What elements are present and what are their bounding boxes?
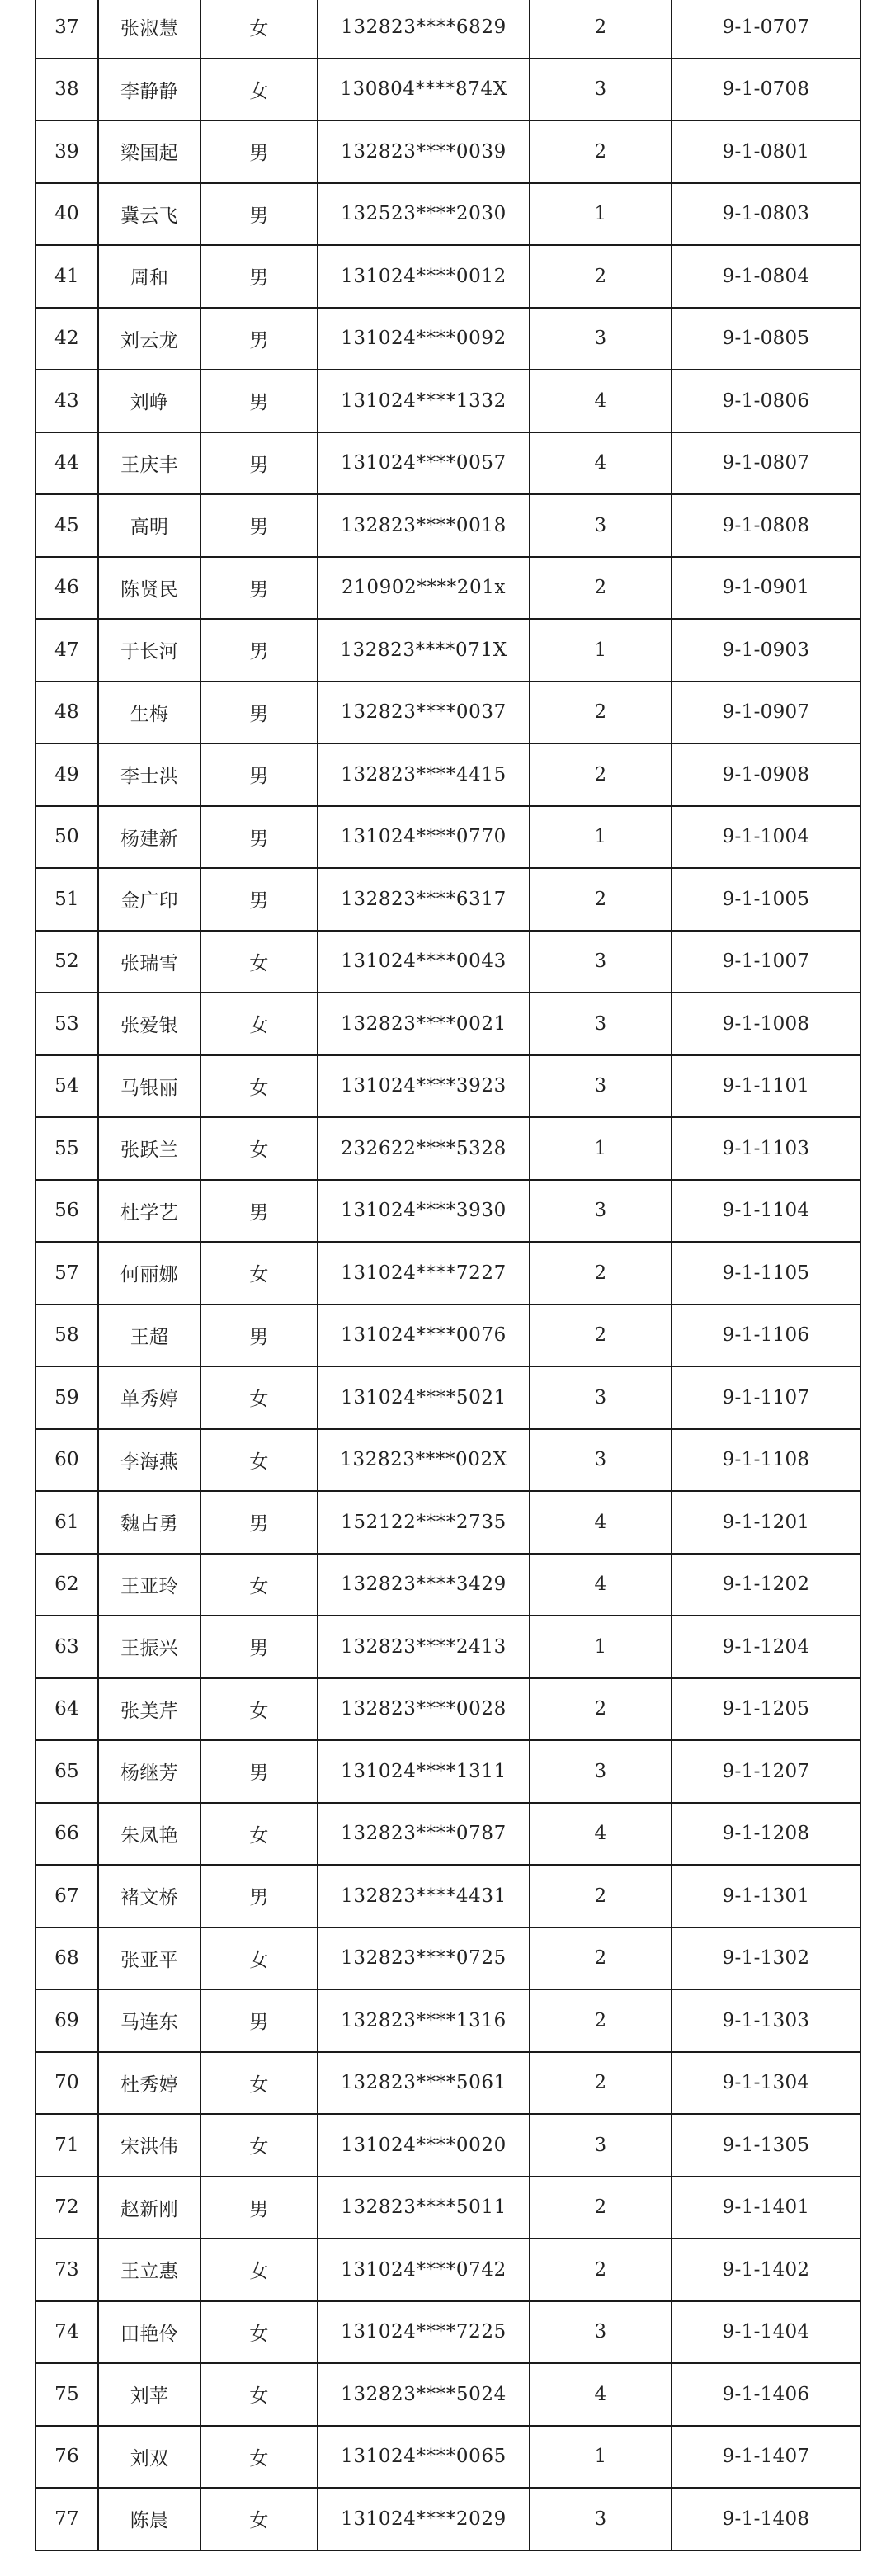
id-number-cell: 131024****7225	[318, 2301, 530, 2364]
row-number-cell: 62	[35, 1554, 98, 1616]
id-number-cell: 210902****201x	[318, 557, 530, 620]
room-number-cell: 9-1-1202	[672, 1554, 860, 1616]
name-cell: 张美芹	[98, 1678, 200, 1741]
table-row	[35, 1366, 860, 1429]
row-number-cell: 43	[35, 370, 98, 432]
gender-cell: 女	[200, 1803, 318, 1866]
room-number-cell: 9-1-0708	[672, 59, 860, 121]
gender-cell: 男	[200, 245, 318, 308]
id-number-cell: 131024****0057	[318, 432, 530, 495]
gender-cell: 男	[200, 370, 318, 432]
room-number-cell: 9-1-0806	[672, 370, 860, 432]
gender-cell: 男	[200, 432, 318, 495]
id-number-cell: 131024****3923	[318, 1055, 530, 1118]
household-count-cell: 2	[530, 0, 672, 59]
name-cell: 张爱银	[98, 993, 200, 1055]
room-number-cell: 9-1-0804	[672, 245, 860, 308]
table-row	[35, 494, 860, 557]
row-number-cell: 50	[35, 806, 98, 869]
household-count-cell: 3	[530, 993, 672, 1055]
table-row	[35, 682, 860, 744]
name-cell: 杨建新	[98, 806, 200, 869]
table-row	[35, 993, 860, 1055]
household-count-cell: 2	[530, 245, 672, 308]
id-number-cell: 232622****5328	[318, 1117, 530, 1180]
id-number-cell: 131024****7227	[318, 1242, 530, 1305]
name-cell: 周和	[98, 245, 200, 308]
row-number-cell: 53	[35, 993, 98, 1055]
room-number-cell: 9-1-0805	[672, 308, 860, 370]
row-number-cell: 54	[35, 1055, 98, 1118]
gender-cell: 男	[200, 1740, 318, 1803]
id-number-cell: 132823****5024	[318, 2363, 530, 2426]
name-cell: 赵新刚	[98, 2177, 200, 2239]
name-cell: 张瑞雪	[98, 931, 200, 993]
table-row	[35, 2052, 860, 2115]
table-row	[35, 1429, 860, 1492]
gender-cell: 男	[200, 806, 318, 869]
row-number-cell: 70	[35, 2052, 98, 2115]
name-cell: 魏占勇	[98, 1491, 200, 1554]
gender-cell: 女	[200, 993, 318, 1055]
gender-cell: 男	[200, 619, 318, 682]
name-cell: 马银丽	[98, 1055, 200, 1118]
table-row	[35, 1305, 860, 1367]
household-count-cell: 2	[530, 1989, 672, 2052]
id-number-cell: 132823****0021	[318, 993, 530, 1055]
household-count-cell: 3	[530, 1429, 672, 1492]
table-row	[35, 1865, 860, 1927]
household-count-cell: 3	[530, 494, 672, 557]
room-number-cell: 9-1-0807	[672, 432, 860, 495]
room-number-cell: 9-1-1302	[672, 1927, 860, 1990]
table-row	[35, 2363, 860, 2426]
name-cell: 张亚平	[98, 1927, 200, 1990]
table-row	[35, 1491, 860, 1554]
table-row	[35, 1180, 860, 1243]
row-number-cell: 77	[35, 2488, 98, 2550]
table-row	[35, 743, 860, 806]
row-number-cell: 48	[35, 682, 98, 744]
household-count-cell: 4	[530, 2363, 672, 2426]
name-cell: 田艳伶	[98, 2301, 200, 2364]
room-number-cell: 9-1-0707	[672, 0, 860, 59]
row-number-cell: 38	[35, 59, 98, 121]
household-count-cell: 3	[530, 2114, 672, 2177]
id-number-cell: 132823****5061	[318, 2052, 530, 2115]
room-number-cell: 9-1-1201	[672, 1491, 860, 1554]
room-number-cell: 9-1-1301	[672, 1865, 860, 1927]
id-number-cell: 131024****0092	[318, 308, 530, 370]
room-number-cell: 9-1-0803	[672, 183, 860, 246]
row-number-cell: 75	[35, 2363, 98, 2426]
name-cell: 褚文桥	[98, 1865, 200, 1927]
name-cell: 李士洪	[98, 743, 200, 806]
id-number-cell: 132823****3429	[318, 1554, 530, 1616]
household-count-cell: 3	[530, 59, 672, 121]
table-row	[35, 1554, 860, 1616]
gender-cell: 男	[200, 682, 318, 744]
name-cell: 于长河	[98, 619, 200, 682]
table-row	[35, 2177, 860, 2239]
id-number-cell: 132823****0018	[318, 494, 530, 557]
row-number-cell: 68	[35, 1927, 98, 1990]
table-row	[35, 2426, 860, 2489]
table-row	[35, 1055, 860, 1118]
room-number-cell: 9-1-1408	[672, 2488, 860, 2550]
id-number-cell: 132823****0039	[318, 120, 530, 183]
name-cell: 陈晨	[98, 2488, 200, 2550]
room-number-cell: 9-1-1402	[672, 2239, 860, 2301]
household-count-cell: 2	[530, 1678, 672, 1741]
room-number-cell: 9-1-0908	[672, 743, 860, 806]
name-cell: 王超	[98, 1305, 200, 1367]
id-number-cell: 152122****2735	[318, 1491, 530, 1554]
name-cell: 刘峥	[98, 370, 200, 432]
name-cell: 王亚玲	[98, 1554, 200, 1616]
id-number-cell: 131024****0020	[318, 2114, 530, 2177]
household-count-cell: 1	[530, 619, 672, 682]
household-count-cell: 3	[530, 1740, 672, 1803]
gender-cell: 女	[200, 1678, 318, 1741]
gender-cell: 男	[200, 1180, 318, 1243]
gender-cell: 女	[200, 1055, 318, 1118]
roster-table	[35, 0, 861, 2551]
gender-cell: 女	[200, 2426, 318, 2489]
household-count-cell: 2	[530, 120, 672, 183]
household-count-cell: 2	[530, 682, 672, 744]
row-number-cell: 44	[35, 432, 98, 495]
id-number-cell: 131024****5021	[318, 1366, 530, 1429]
gender-cell: 男	[200, 1989, 318, 2052]
id-number-cell: 132823****1316	[318, 1989, 530, 2052]
row-number-cell: 45	[35, 494, 98, 557]
id-number-cell: 131024****0742	[318, 2239, 530, 2301]
gender-cell: 男	[200, 120, 318, 183]
gender-cell: 女	[200, 1242, 318, 1305]
row-number-cell: 69	[35, 1989, 98, 2052]
id-number-cell: 131024****1311	[318, 1740, 530, 1803]
id-number-cell: 132823****002X	[318, 1429, 530, 1492]
name-cell: 陈贤民	[98, 557, 200, 620]
gender-cell: 男	[200, 2177, 318, 2239]
table-row	[35, 1242, 860, 1305]
room-number-cell: 9-1-0801	[672, 120, 860, 183]
table-row	[35, 806, 860, 869]
row-number-cell: 47	[35, 619, 98, 682]
room-number-cell: 9-1-1007	[672, 931, 860, 993]
table-row	[35, 868, 860, 931]
name-cell: 王庆丰	[98, 432, 200, 495]
id-number-cell: 131024****0770	[318, 806, 530, 869]
room-number-cell: 9-1-1104	[672, 1180, 860, 1243]
household-count-cell: 1	[530, 183, 672, 246]
household-count-cell: 3	[530, 2488, 672, 2550]
row-number-cell: 56	[35, 1180, 98, 1243]
household-count-cell: 2	[530, 1865, 672, 1927]
gender-cell: 女	[200, 2488, 318, 2550]
id-number-cell: 132823****0037	[318, 682, 530, 744]
name-cell: 刘双	[98, 2426, 200, 2489]
id-number-cell: 132823****4431	[318, 1865, 530, 1927]
name-cell: 刘苹	[98, 2363, 200, 2426]
id-number-cell: 132823****0028	[318, 1678, 530, 1741]
name-cell: 杨继芳	[98, 1740, 200, 1803]
id-number-cell: 131024****0012	[318, 245, 530, 308]
row-number-cell: 55	[35, 1117, 98, 1180]
room-number-cell: 9-1-1004	[672, 806, 860, 869]
gender-cell: 男	[200, 308, 318, 370]
gender-cell: 男	[200, 1616, 318, 1678]
id-number-cell: 131024****3930	[318, 1180, 530, 1243]
table-row	[35, 2239, 860, 2301]
id-number-cell: 132823****071X	[318, 619, 530, 682]
gender-cell: 男	[200, 743, 318, 806]
table-row	[35, 2488, 860, 2550]
household-count-cell: 4	[530, 370, 672, 432]
name-cell: 单秀婷	[98, 1366, 200, 1429]
room-number-cell: 9-1-1005	[672, 868, 860, 931]
table-row	[35, 1678, 860, 1741]
room-number-cell: 9-1-1204	[672, 1616, 860, 1678]
table-row	[35, 1740, 860, 1803]
roster-table-body	[35, 0, 860, 2550]
row-number-cell: 71	[35, 2114, 98, 2177]
household-count-cell: 2	[530, 1305, 672, 1367]
name-cell: 马连东	[98, 1989, 200, 2052]
row-number-cell: 72	[35, 2177, 98, 2239]
room-number-cell: 9-1-1305	[672, 2114, 860, 2177]
household-count-cell: 3	[530, 308, 672, 370]
household-count-cell: 2	[530, 2239, 672, 2301]
household-count-cell: 1	[530, 1616, 672, 1678]
room-number-cell: 9-1-1106	[672, 1305, 860, 1367]
gender-cell: 女	[200, 2239, 318, 2301]
room-number-cell: 9-1-0901	[672, 557, 860, 620]
name-cell: 高明	[98, 494, 200, 557]
row-number-cell: 60	[35, 1429, 98, 1492]
room-number-cell: 9-1-1205	[672, 1678, 860, 1741]
name-cell: 杜学艺	[98, 1180, 200, 1243]
id-number-cell: 131024****0043	[318, 931, 530, 993]
gender-cell: 男	[200, 1491, 318, 1554]
table-row	[35, 120, 860, 183]
table-row	[35, 370, 860, 432]
room-number-cell: 9-1-1101	[672, 1055, 860, 1118]
id-number-cell: 132823****2413	[318, 1616, 530, 1678]
id-number-cell: 132823****6317	[318, 868, 530, 931]
name-cell: 李静静	[98, 59, 200, 121]
household-count-cell: 4	[530, 1554, 672, 1616]
id-number-cell: 131024****1332	[318, 370, 530, 432]
household-count-cell: 2	[530, 868, 672, 931]
gender-cell: 女	[200, 1366, 318, 1429]
table-row	[35, 308, 860, 370]
household-count-cell: 4	[530, 432, 672, 495]
row-number-cell: 61	[35, 1491, 98, 1554]
id-number-cell: 132823****0787	[318, 1803, 530, 1866]
gender-cell: 女	[200, 2114, 318, 2177]
id-number-cell: 132523****2030	[318, 183, 530, 246]
table-row	[35, 1803, 860, 1866]
name-cell: 刘云龙	[98, 308, 200, 370]
household-count-cell: 3	[530, 931, 672, 993]
gender-cell: 女	[200, 59, 318, 121]
id-number-cell: 130804****874X	[318, 59, 530, 121]
gender-cell: 女	[200, 0, 318, 59]
row-number-cell: 40	[35, 183, 98, 246]
room-number-cell: 9-1-0907	[672, 682, 860, 744]
table-row	[35, 931, 860, 993]
household-count-cell: 2	[530, 743, 672, 806]
name-cell: 冀云飞	[98, 183, 200, 246]
row-number-cell: 65	[35, 1740, 98, 1803]
name-cell: 朱凤艳	[98, 1803, 200, 1866]
room-number-cell: 9-1-1105	[672, 1242, 860, 1305]
table-row	[35, 1616, 860, 1678]
room-number-cell: 9-1-1108	[672, 1429, 860, 1492]
room-number-cell: 9-1-1407	[672, 2426, 860, 2489]
row-number-cell: 73	[35, 2239, 98, 2301]
gender-cell: 女	[200, 1117, 318, 1180]
row-number-cell: 39	[35, 120, 98, 183]
room-number-cell: 9-1-1207	[672, 1740, 860, 1803]
table-row	[35, 59, 860, 121]
row-number-cell: 64	[35, 1678, 98, 1741]
row-number-cell: 37	[35, 0, 98, 59]
household-count-cell: 3	[530, 2301, 672, 2364]
row-number-cell: 67	[35, 1865, 98, 1927]
household-count-cell: 2	[530, 557, 672, 620]
gender-cell: 女	[200, 2052, 318, 2115]
room-number-cell: 9-1-0903	[672, 619, 860, 682]
name-cell: 何丽娜	[98, 1242, 200, 1305]
row-number-cell: 63	[35, 1616, 98, 1678]
table-row	[35, 2114, 860, 2177]
room-number-cell: 9-1-1406	[672, 2363, 860, 2426]
gender-cell: 女	[200, 2363, 318, 2426]
id-number-cell: 132823****6829	[318, 0, 530, 59]
table-row	[35, 1989, 860, 2052]
room-number-cell: 9-1-1107	[672, 1366, 860, 1429]
room-number-cell: 9-1-1103	[672, 1117, 860, 1180]
row-number-cell: 59	[35, 1366, 98, 1429]
row-number-cell: 52	[35, 931, 98, 993]
id-number-cell: 132823****0725	[318, 1927, 530, 1990]
room-number-cell: 9-1-1303	[672, 1989, 860, 2052]
name-cell: 杜秀婷	[98, 2052, 200, 2115]
room-number-cell: 9-1-1404	[672, 2301, 860, 2364]
name-cell: 张淑慧	[98, 0, 200, 59]
gender-cell: 男	[200, 494, 318, 557]
name-cell: 张跃兰	[98, 1117, 200, 1180]
household-count-cell: 4	[530, 1491, 672, 1554]
room-number-cell: 9-1-1208	[672, 1803, 860, 1866]
row-number-cell: 51	[35, 868, 98, 931]
row-number-cell: 41	[35, 245, 98, 308]
name-cell: 李海燕	[98, 1429, 200, 1492]
gender-cell: 女	[200, 931, 318, 993]
table-row	[35, 557, 860, 620]
table-row	[35, 245, 860, 308]
room-number-cell: 9-1-1401	[672, 2177, 860, 2239]
room-number-cell: 9-1-0808	[672, 494, 860, 557]
household-count-cell: 1	[530, 1117, 672, 1180]
name-cell: 王立惠	[98, 2239, 200, 2301]
row-number-cell: 42	[35, 308, 98, 370]
gender-cell: 女	[200, 2301, 318, 2364]
table-row	[35, 432, 860, 495]
row-number-cell: 74	[35, 2301, 98, 2364]
household-count-cell: 3	[530, 1055, 672, 1118]
row-number-cell: 58	[35, 1305, 98, 1367]
name-cell: 生梅	[98, 682, 200, 744]
room-number-cell: 9-1-1304	[672, 2052, 860, 2115]
household-count-cell: 2	[530, 2177, 672, 2239]
table-row	[35, 183, 860, 246]
row-number-cell: 57	[35, 1242, 98, 1305]
gender-cell: 男	[200, 1305, 318, 1367]
household-count-cell: 1	[530, 806, 672, 869]
name-cell: 王振兴	[98, 1616, 200, 1678]
id-number-cell: 131024****2029	[318, 2488, 530, 2550]
household-count-cell: 2	[530, 1927, 672, 1990]
gender-cell: 男	[200, 183, 318, 246]
gender-cell: 男	[200, 868, 318, 931]
gender-cell: 女	[200, 1554, 318, 1616]
table-row	[35, 0, 860, 59]
row-number-cell: 66	[35, 1803, 98, 1866]
household-count-cell: 3	[530, 1366, 672, 1429]
household-count-cell: 2	[530, 1242, 672, 1305]
gender-cell: 女	[200, 1429, 318, 1492]
name-cell: 梁国起	[98, 120, 200, 183]
household-count-cell: 2	[530, 2052, 672, 2115]
room-number-cell: 9-1-1008	[672, 993, 860, 1055]
household-count-cell: 3	[530, 1180, 672, 1243]
row-number-cell: 46	[35, 557, 98, 620]
table-row	[35, 1117, 860, 1180]
table-row	[35, 1927, 860, 1990]
name-cell: 宋洪伟	[98, 2114, 200, 2177]
household-count-cell: 4	[530, 1803, 672, 1866]
gender-cell: 男	[200, 557, 318, 620]
table-row	[35, 619, 860, 682]
table-row	[35, 2301, 860, 2364]
name-cell: 金广印	[98, 868, 200, 931]
gender-cell: 女	[200, 1927, 318, 1990]
id-number-cell: 132823****5011	[318, 2177, 530, 2239]
row-number-cell: 49	[35, 743, 98, 806]
id-number-cell: 132823****4415	[318, 743, 530, 806]
id-number-cell: 131024****0076	[318, 1305, 530, 1367]
gender-cell: 男	[200, 1865, 318, 1927]
row-number-cell: 76	[35, 2426, 98, 2489]
household-count-cell: 1	[530, 2426, 672, 2489]
id-number-cell: 131024****0065	[318, 2426, 530, 2489]
